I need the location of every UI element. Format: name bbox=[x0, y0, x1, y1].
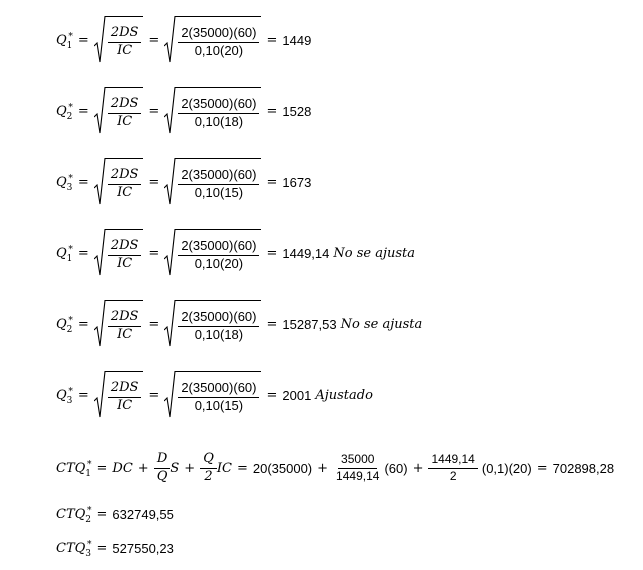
ctq3-variable: CTQ 3 * bbox=[56, 540, 92, 559]
ctq1-fraction-d-over-q: $\frac{D}{Q}$ bbox=[154, 452, 171, 485]
adjust-note: No se ajusta bbox=[333, 245, 416, 261]
eoq-result: 1673 bbox=[282, 174, 312, 190]
sqrt-values bbox=[164, 87, 261, 135]
eoq-equation: Q 1 * = $\frac{2DS}{IC}$ = $\frac{2(35000)(60)}{0,10(20)}$ = 1449 bbox=[56, 16, 311, 64]
adjust-note: Ajustado bbox=[315, 387, 373, 403]
eoq-variable: Q 2 * bbox=[56, 315, 73, 335]
formula-fraction: $\frac{2DS}{IC}$ bbox=[108, 381, 142, 414]
ctq1-fraction-orders: $\frac{35000}{1449,14}$ bbox=[336, 452, 380, 483]
eoq-variable: Q 3 * bbox=[56, 173, 73, 193]
sqrt-formula bbox=[94, 371, 144, 419]
ctq1-fraction-q-over-2: $\frac{Q}{2}$ bbox=[200, 452, 217, 485]
eoq-variable: Q 1 * bbox=[56, 244, 73, 264]
sqrt-formula bbox=[94, 229, 144, 277]
ctq1-fraction-half-q: $\frac{1449,14}{2}$ bbox=[428, 453, 477, 484]
eoq-result: 2001 bbox=[282, 387, 312, 403]
ctq1-result: 702898,28 bbox=[552, 460, 615, 476]
values-fraction: $\frac{2(35000)(60)}{0,10(20)}$ bbox=[178, 239, 259, 272]
ctq2-result: 632749,55 bbox=[112, 507, 174, 522]
eoq-result: 1449 bbox=[282, 32, 312, 48]
eoq-equation: Q 3 * = $\frac{2DS}{IC}$ = $\frac{2(35000)(60)}{0,10(15)}$ = 1673 bbox=[56, 158, 311, 206]
sqrt-values bbox=[164, 371, 261, 419]
adjust-note: No se ajusta bbox=[340, 316, 423, 332]
sqrt-formula bbox=[94, 158, 144, 206]
sqrt-formula bbox=[94, 300, 144, 348]
sqrt-values bbox=[164, 158, 261, 206]
sqrt-formula bbox=[94, 16, 144, 64]
eoq-result: 15287,53 bbox=[282, 316, 337, 332]
eoq-equation: Q 2 * = $\frac{2DS}{IC}$ = $\frac{2(35000)(60)}{0,10(18)}$ = 1528 bbox=[56, 87, 311, 135]
formula-fraction: $\frac{2DS}{IC}$ bbox=[108, 239, 142, 272]
eoq-equation: Q 3 * = $\frac{2DS}{IC}$ = $\frac{2(35000)(60)}{0,10(15)}$ = 2001 Ajustado bbox=[56, 371, 373, 419]
values-fraction: $\frac{2(35000)(60)}{0,10(15)}$ bbox=[178, 168, 259, 201]
ctq1-annual-cost: 20(35000) bbox=[252, 460, 313, 476]
ctq2-variable: CTQ 2 * bbox=[56, 506, 92, 525]
sqrt-formula bbox=[94, 87, 144, 135]
eoq-result: 1528 bbox=[282, 103, 312, 119]
sqrt-values bbox=[164, 229, 261, 277]
values-fraction: $\frac{2(35000)(60)}{0,10(18)}$ bbox=[178, 97, 259, 130]
formula-fraction: $\frac{2DS}{IC}$ bbox=[108, 310, 142, 343]
ctq3-equation: CTQ 3 * = 527550,23 bbox=[56, 540, 174, 559]
ctq1-term-dc: DC bbox=[112, 460, 133, 476]
eoq-equation: Q 2 * = $\frac{2DS}{IC}$ = $\frac{2(35000)(60)}{0,10(18)}$ = 15287,53 No se ajusta bbox=[56, 300, 422, 348]
values-fraction: $\frac{2(35000)(60)}{0,10(18)}$ bbox=[178, 310, 259, 343]
formula-fraction: $\frac{2DS}{IC}$ bbox=[108, 168, 142, 201]
ctq1-equation: CTQ 1 * = DC + $\frac{D}{Q}$ S + $\frac{Q}{2}$ IC = 20(35000) + $\frac{35000}{1449,14}$ (60) + $\frac{1449,14}{2}$ (0,1)(20) = 702898,28 bbox=[56, 451, 615, 484]
values-fraction: $\frac{2(35000)(60)}{0,10(20)}$ bbox=[178, 26, 259, 59]
sqrt-values bbox=[164, 300, 261, 348]
eoq-variable: Q 3 * bbox=[56, 386, 73, 406]
ctq1-variable: CTQ 1 * bbox=[56, 459, 92, 479]
formula-fraction: $\frac{2DS}{IC}$ bbox=[108, 97, 142, 130]
eoq-result: 1449,14 bbox=[282, 245, 330, 261]
values-fraction: $\frac{2(35000)(60)}{0,10(15)}$ bbox=[178, 381, 259, 414]
eoq-equation: Q 1 * = $\frac{2DS}{IC}$ = $\frac{2(35000)(60)}{0,10(20)}$ = 1449,14 No se ajusta bbox=[56, 229, 415, 277]
formula-fraction: $\frac{2DS}{IC}$ bbox=[108, 26, 142, 59]
eoq-variable: Q 1 * bbox=[56, 31, 73, 51]
ctq2-equation: CTQ 2 * = 632749,55 bbox=[56, 506, 174, 525]
sqrt-values bbox=[164, 16, 261, 64]
eoq-variable: Q 2 * bbox=[56, 102, 73, 122]
ctq3-result: 527550,23 bbox=[112, 541, 174, 556]
